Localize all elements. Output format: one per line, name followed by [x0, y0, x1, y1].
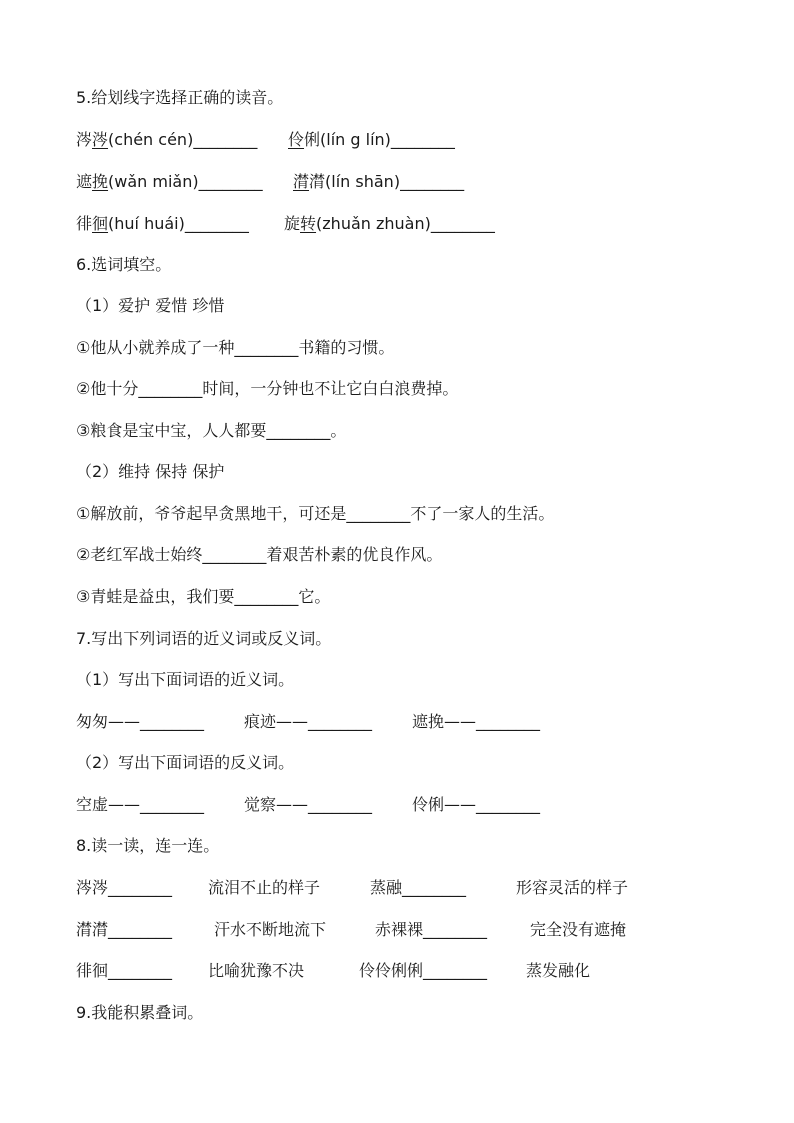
q5-item-3 — [76, 168, 263, 196]
q6-group1-sentence-1: ①他从小就养成了一种________书籍的习惯。 — [76, 338, 395, 357]
q5-item-1 — [76, 126, 257, 154]
q7-sub1: （1）写出下面词语的近义词。 — [76, 670, 295, 689]
q8-title: 8.读一读，连一连。 — [76, 836, 220, 855]
q5-item-6-pinyin: (zhuǎn zhuàn) — [316, 214, 431, 233]
q5-row-1 — [76, 126, 736, 154]
q7-synonym-row — [76, 708, 736, 736]
q5-title: 5.给划线字选择正确的读音。 — [76, 88, 284, 107]
q8-row-2-meaning-a: 汗水不断地流下 — [214, 920, 327, 939]
q5-item-3-blank: ________ — [198, 172, 263, 191]
q5-item-6-underlined-char: 转 — [300, 214, 317, 233]
q5-item-4-blank: ________ — [400, 172, 465, 191]
q7-synonym-2: 痕迹——________ — [244, 712, 373, 731]
q7-synonym-3: 遮挽——________ — [412, 712, 541, 731]
q8-row-3-word-a: 徘徊________ — [76, 961, 173, 980]
q8-row-3-meaning-b: 蒸发融化 — [526, 961, 591, 980]
q6-group2-sentence-3: ③青蛙是益虫，我们要________它。 — [76, 587, 331, 606]
q7-antonym-2: 觉察——________ — [244, 795, 373, 814]
q8-row-1-word-b: 蒸融________ — [370, 878, 467, 897]
q5-item-1-char: 涔 — [76, 130, 93, 149]
q5-item-2-underlined-char: 伶 — [288, 130, 305, 149]
q5-item-2-pinyin: (lín g lín) — [320, 130, 391, 149]
q8-row-1-meaning-a: 流泪不止的样子 — [208, 878, 321, 897]
q8-row-2 — [76, 916, 736, 944]
q5-item-3-pinyin: (wǎn miǎn) — [108, 172, 199, 191]
q7-antonym-1: 空虚——________ — [76, 795, 205, 814]
q5-item-3-underlined-char: 挽 — [92, 172, 109, 191]
q5-item-2-blank: ________ — [390, 130, 455, 149]
q8-row-2-word-b: 赤裸裸________ — [375, 920, 488, 939]
q6-group1-sentence-2: ②他十分________时间，一分钟也不让它白白浪费掉。 — [76, 379, 459, 398]
q5-item-1-underlined-char: 涔 — [92, 130, 109, 149]
q5-item-4-char: 潸 — [309, 172, 326, 191]
q8-row-3 — [76, 957, 736, 985]
q7-title: 7.写出下列词语的近义词或反义词。 — [76, 629, 332, 648]
q8-row-2-word-a: 潸潸________ — [76, 920, 173, 939]
q5-item-2-char: 俐 — [304, 130, 321, 149]
q6-group1-sentence-3: ③粮食是宝中宝，人人都要________。 — [76, 421, 347, 440]
q5-item-6-char: 旋 — [284, 214, 301, 233]
q7-sub2: （2）写出下面词语的反义词。 — [76, 753, 295, 772]
q5-item-6 — [284, 210, 495, 238]
q7-synonym-1: 匆匆——________ — [76, 712, 205, 731]
q5-item-1-pinyin: (chén cén) — [108, 130, 194, 149]
q5-item-5-char: 徘 — [76, 214, 93, 233]
q5-item-4-underlined-char: 潸 — [293, 172, 310, 191]
q6-group2-words: （2）维持 保持 保护 — [76, 462, 225, 481]
q5-item-4-pinyin: (lín shān) — [325, 172, 401, 191]
q5-item-2 — [288, 126, 455, 154]
q5-item-5-underlined-char: 徊 — [92, 214, 109, 233]
q8-row-1-word-a: 涔涔________ — [76, 878, 173, 897]
q6-group1-words: （1）爱护 爱惜 珍惜 — [76, 296, 225, 315]
q5-item-5 — [76, 210, 249, 238]
q5-item-5-pinyin: (huí huái) — [108, 214, 185, 233]
q5-item-1-blank: ________ — [193, 130, 258, 149]
q8-row-1 — [76, 874, 736, 902]
q8-row-1-meaning-b: 形容灵活的样子 — [516, 878, 629, 897]
q8-row-3-word-b: 伶伶俐俐________ — [359, 961, 488, 980]
q5-item-3-char: 遮 — [76, 172, 93, 191]
q5-row-2 — [76, 168, 736, 196]
q8-row-2-meaning-b: 完全没有遮掩 — [530, 920, 627, 939]
q6-title: 6.选词填空。 — [76, 255, 172, 274]
q5-item-6-blank: ________ — [430, 214, 495, 233]
q5-item-4 — [293, 168, 464, 196]
q5-item-5-blank: ________ — [184, 214, 249, 233]
q6-group2-sentence-2: ②老红军战士始终________着艰苦朴素的优良作风。 — [76, 545, 443, 564]
q5-row-3 — [76, 210, 736, 238]
q7-antonym-row — [76, 791, 736, 819]
q7-antonym-3: 伶俐——________ — [412, 795, 541, 814]
q6-group2-sentence-1: ①解放前，爷爷起早贪黑地干，可还是________不了一家人的生活。 — [76, 504, 555, 523]
q9-title: 9.我能积累叠词。 — [76, 1003, 204, 1022]
q8-row-3-meaning-a: 比喻犹豫不决 — [208, 961, 305, 980]
